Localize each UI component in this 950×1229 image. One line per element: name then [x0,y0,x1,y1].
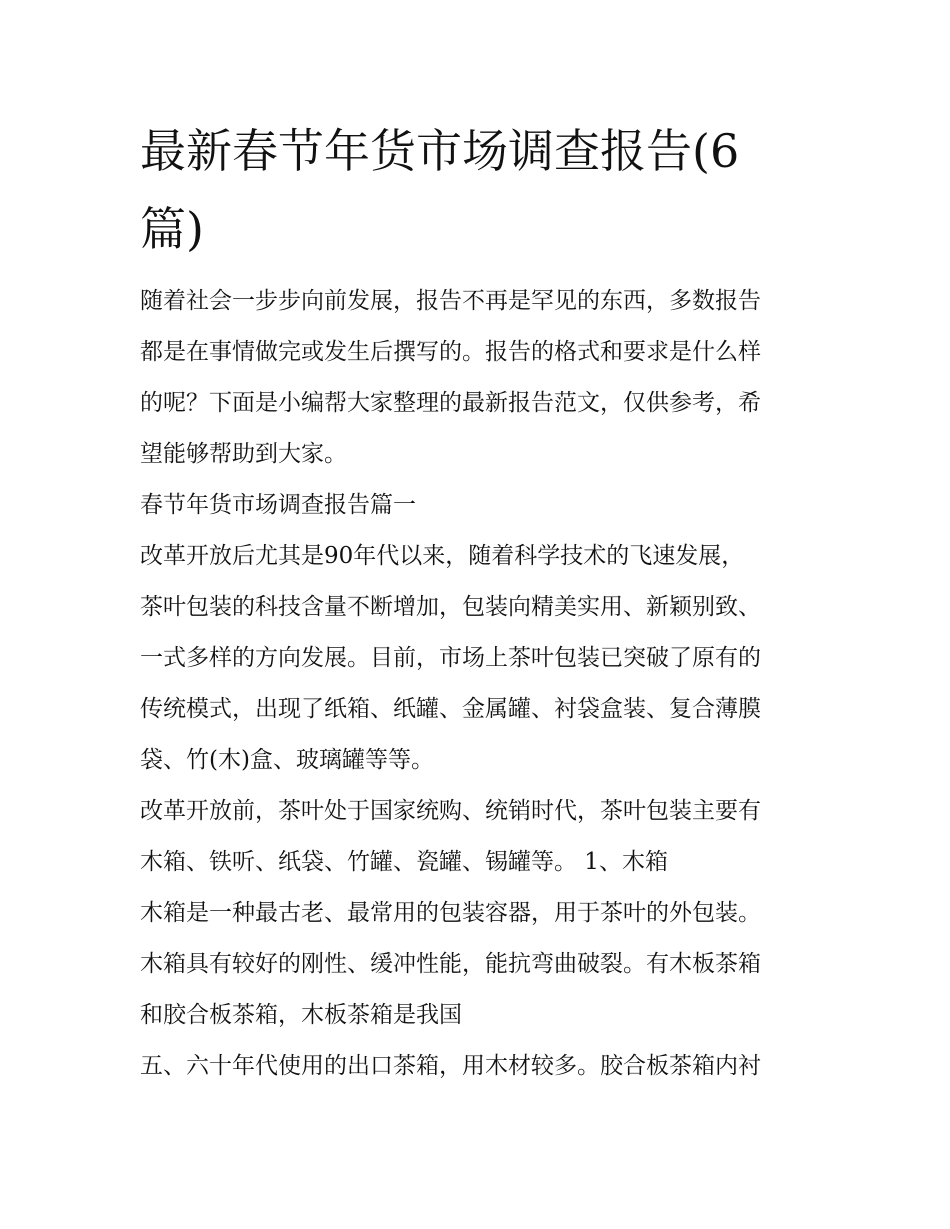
text-line: 木箱、铁听、纸袋、竹罐、瓷罐、锡罐等。 1、木箱 [140,849,668,875]
text-line: 望能够帮助到大家。 [140,441,347,467]
text-line: 茶叶包装的科技含量不断增加，包装向精美实用、新颖别致、 [140,594,761,620]
text-line: 的呢？下面是小编帮大家整理的最新报告范文，仅供参考，希 [140,390,761,416]
text-line: 改革开放后尤其是90年代以来，随着科学技术的飞速发展， [140,543,745,569]
text-line: 木箱具有较好的刚性、缓冲性能，能抗弯曲破裂。有木板茶箱 [140,951,761,977]
title-line-1: 最新春节年货市场调查报告(6 [140,124,740,178]
paragraph-packaging-development [140,531,812,786]
title-line-2: 篇) [140,202,204,256]
text-line: 改革开放前，茶叶处于国家统购、统销时代，茶叶包装主要有 [140,798,761,824]
section-heading [140,480,812,531]
document-body [140,276,812,1092]
text-line: 传统模式，出现了纸箱、纸罐、金属罐、衬袋盒装、复合薄膜 [140,696,761,722]
paragraph-export-box [140,1041,812,1092]
text-line: 随着社会一步步向前发展，报告不再是罕见的东西，多数报告 [140,288,761,314]
text-line: 木箱是一种最古老、最常用的包装容器，用于茶叶的外包装。 [140,900,761,926]
text-line: 袋、竹(木)盒、玻璃罐等等。 [140,747,434,773]
paragraph-before-reform [140,786,812,888]
text-line: 五、六十年代使用的出口茶箱，用木材较多。胶合板茶箱内衬 [140,1053,761,1079]
paragraph-wooden-box [140,888,812,1041]
text-line: 和胶合板茶箱，木板茶箱是我国 [140,1002,462,1028]
text-line: 一式多样的方向发展。目前，市场上茶叶包装已突破了原有的 [140,645,761,671]
text-line: 都是在事情做完或发生后撰写的。报告的格式和要求是什么样 [140,339,761,365]
document-title [140,112,820,268]
text-line: 春节年货市场调查报告篇一 [140,492,416,518]
paragraph-intro [140,276,812,480]
